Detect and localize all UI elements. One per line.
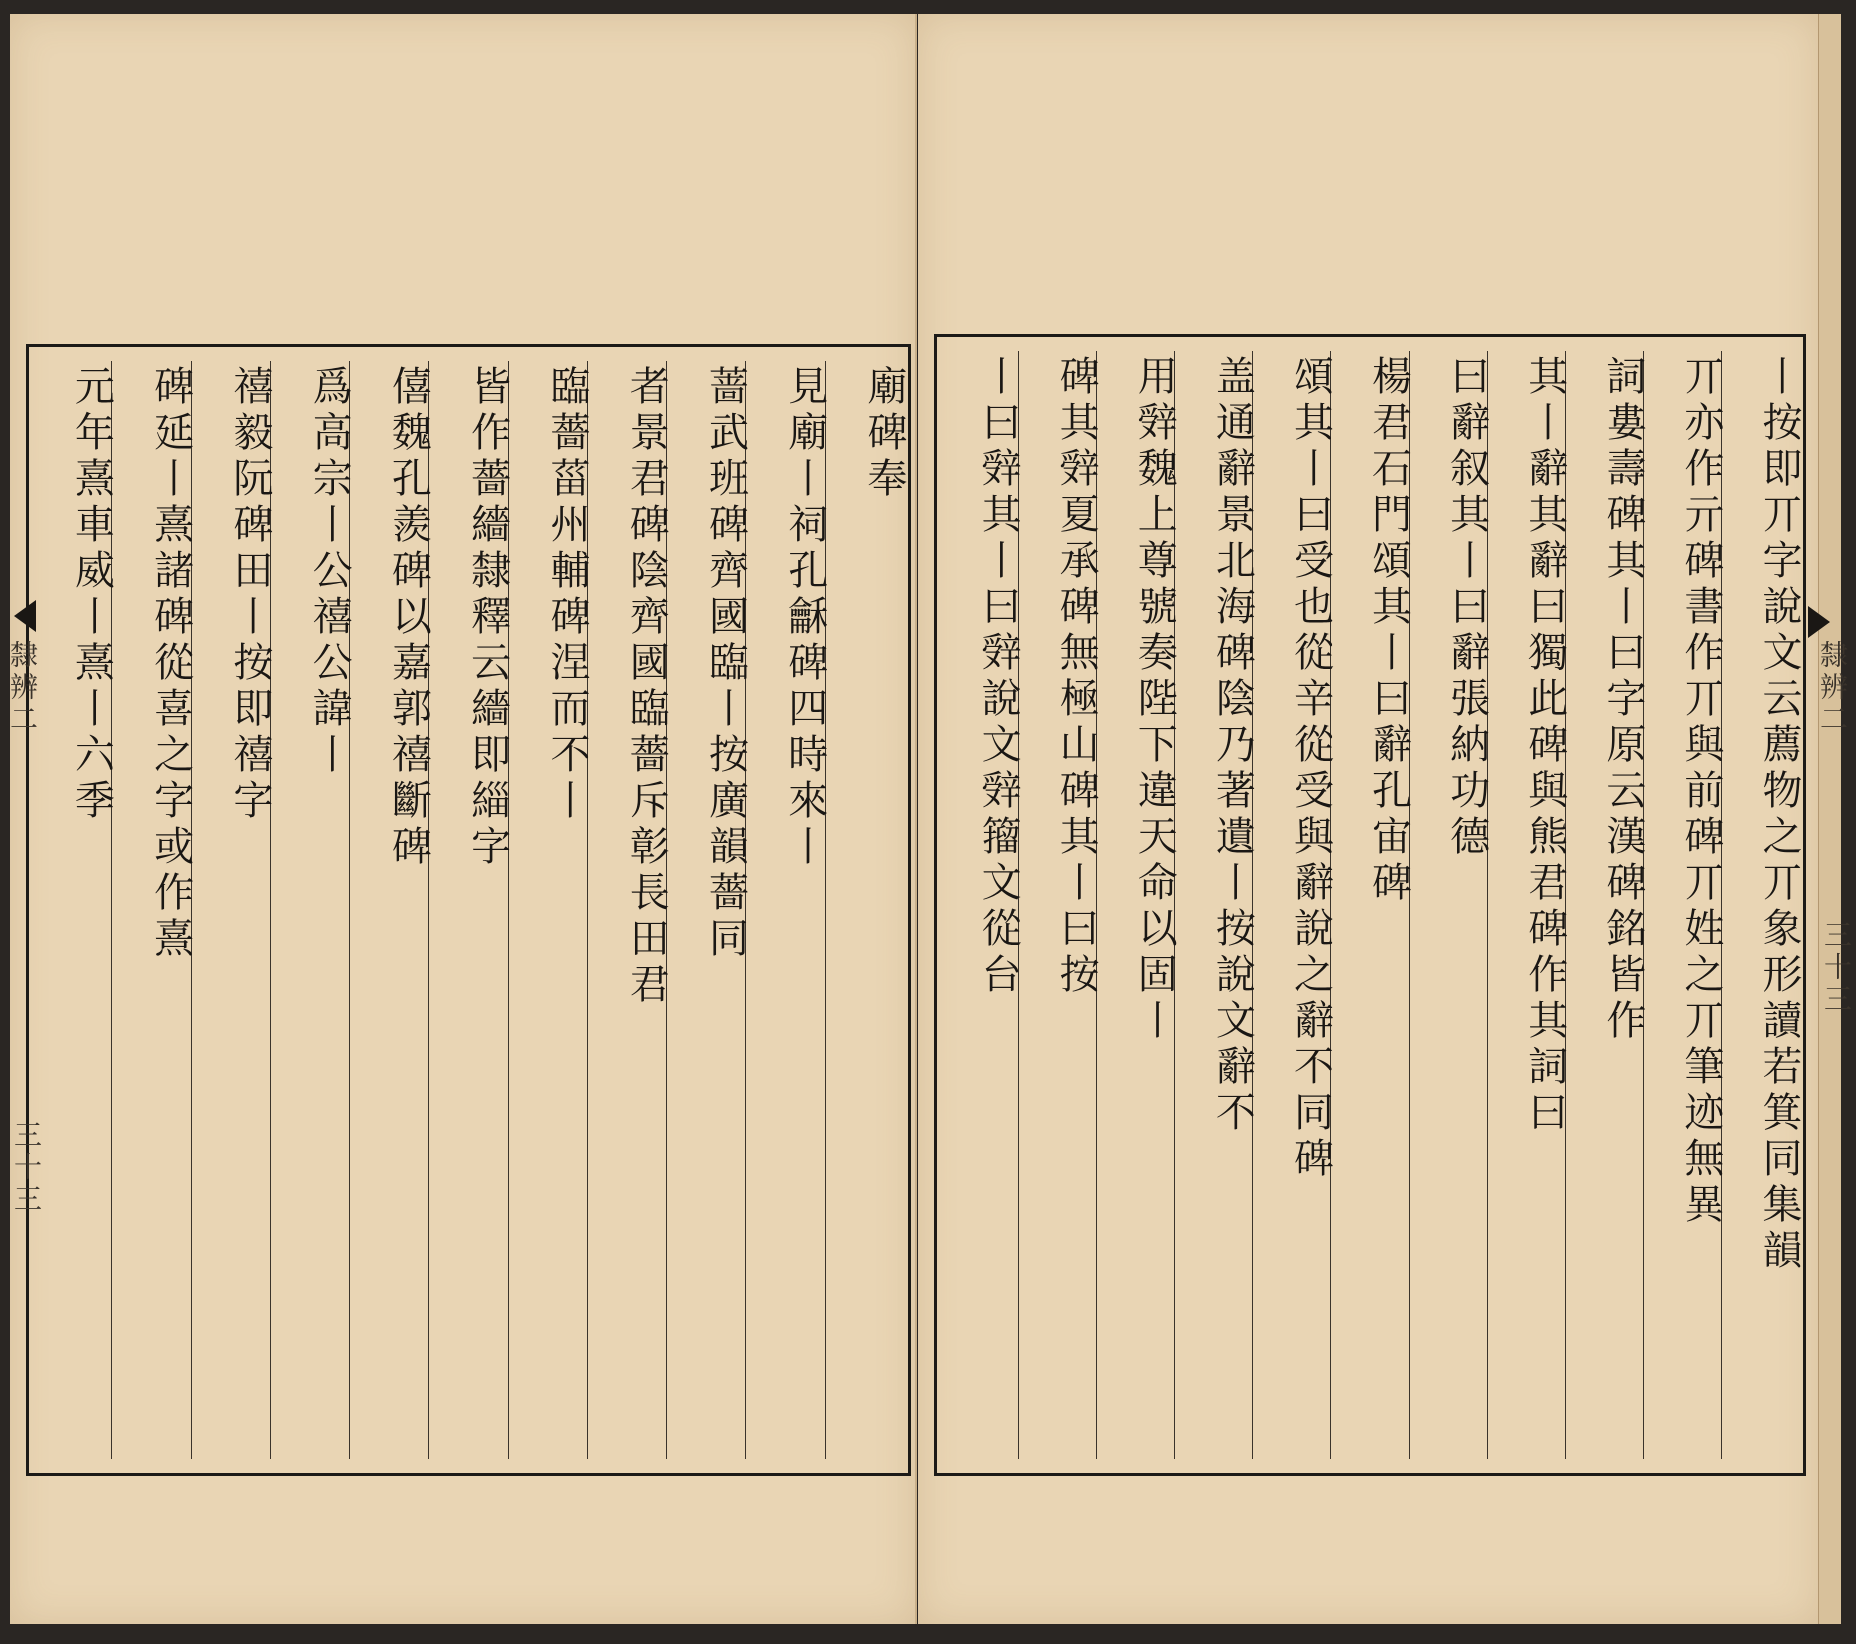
text-column: 爲高宗丨公禧公諱丨 [270, 361, 349, 1459]
right-columns [941, 351, 1802, 1459]
left-page [10, 14, 917, 1624]
text-column: 碑延丨熹諸碑從喜之字或作熹 [111, 361, 190, 1459]
text-column: 頌其丨曰受也從辛從受與辭說之辭不同碑 [1252, 351, 1330, 1459]
text-column: 見廟丨祠孔龢碑四時來丨 [745, 361, 824, 1459]
text-column: 蔷武班碑齊國臨丨按廣韻薔同 [666, 361, 745, 1459]
left-text-frame [26, 344, 911, 1476]
text-column: 曰辭叙其丨曰辭張納功德 [1409, 351, 1487, 1459]
right-text-frame [934, 334, 1806, 1476]
text-column: 用辤魏上尊號奏陛下違天命以固丨 [1096, 351, 1174, 1459]
text-column: 元年熹車威丨熹丨六季 [68, 365, 115, 825]
folio-number: 三十三 [1820, 920, 1853, 1016]
text-column: 禧毅阮碑田丨按即禧字 [191, 361, 270, 1459]
fishtail-mark [14, 600, 36, 632]
text-column: 盖通辭景北海碑陰乃著遺丨按說文辭不 [1174, 351, 1252, 1459]
text-column: 者景君碑陰齊國臨薔斥彰長田君 [587, 361, 666, 1459]
text-column: 臨薔菑州輔碑涅而不丨 [508, 361, 587, 1459]
text-column: 丨曰辤其丨曰辤說文辤籀文從台 [975, 355, 1022, 999]
margin-title: 隸辨二 [6, 640, 39, 736]
margin-title: 隸辨二 [1816, 640, 1849, 736]
text-column: 廟碑奉 [825, 361, 904, 1459]
text-column: 詞婁壽碑其丨曰字原云漢碑銘皆作 [1565, 351, 1643, 1459]
folio-number: 三十三 [10, 1120, 43, 1216]
text-column: 其丨辭其辭曰獨此碑與熊君碑作其詞曰 [1487, 351, 1565, 1459]
fishtail-mark [1808, 606, 1830, 638]
page-edge [1818, 14, 1841, 1624]
text-column: 碑其辤夏承碑無極山碑其丨曰按 [1018, 351, 1096, 1459]
text-column: 楊君石門頌其丨曰辭孔宙碑 [1330, 351, 1408, 1459]
text-column: 丌亦作亓碑書作丌與前碑丌姓之丌筆迹無異 [1643, 351, 1721, 1459]
text-column: 僖魏孔羨碑以嘉郭禧斷碑 [349, 361, 428, 1459]
text-column: 皆作薔繬隸釋云繬即緇字 [428, 361, 507, 1459]
text-column: 丨按即丌字說文云薦物之丌象形讀若箕同集韻 [1721, 351, 1799, 1459]
left-columns [33, 361, 907, 1459]
right-page [918, 14, 1818, 1624]
